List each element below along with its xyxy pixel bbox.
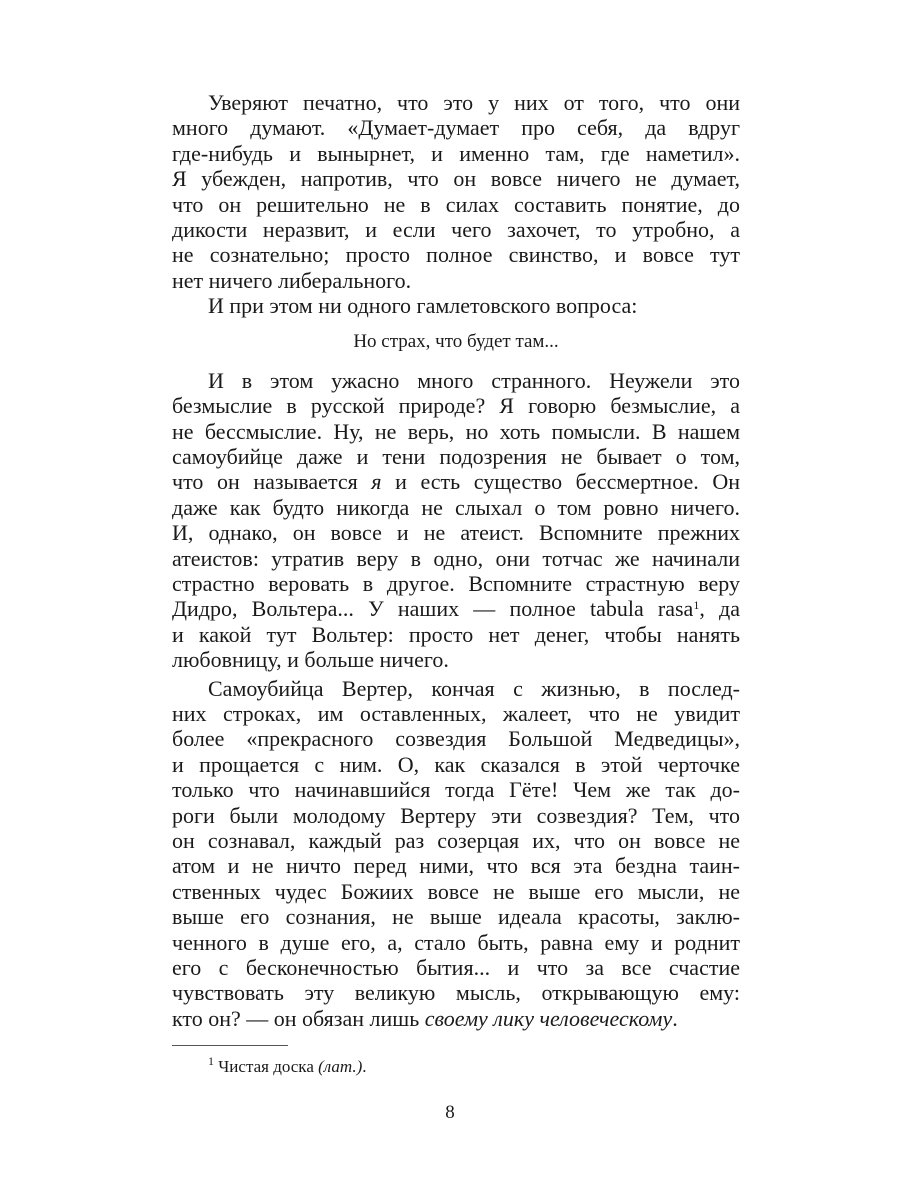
paragraph xyxy=(172,90,740,293)
text-line xyxy=(172,469,740,494)
body-text xyxy=(172,90,740,1031)
text-line: не бессмыслие. Ну, не верь, но хоть помысли. В нашем xyxy=(172,418,740,444)
text-line: атеистов: утратив веру в одно, они тотчас же начинали xyxy=(172,545,740,571)
text-segment: кто он? — он обязан лишь xyxy=(172,1005,425,1031)
paragraph xyxy=(172,368,740,673)
text-line: и прощается с ним. О, как сказался в этой черточке xyxy=(172,751,740,777)
text-line: И, однако, он вовсе и не атеист. Вспомните прежних xyxy=(172,520,740,546)
text-line xyxy=(172,1006,740,1031)
footnote-ref: 1 xyxy=(693,598,700,613)
text-line: И в этом ужасно много странного. Неужели это xyxy=(208,367,740,393)
text-line: роги были молодому Вертеру эти созвездия? Тем, что xyxy=(172,802,740,828)
footnote xyxy=(208,1054,367,1077)
text-line: много думают. «Думает-думает про себя, да вдруг xyxy=(172,115,740,141)
text-line: безмыслие в русской природе? Я говорю безмыслие, а xyxy=(172,393,740,419)
text-line: не сознательно; просто полное свинство, и вовсе тут xyxy=(172,242,740,268)
text-line: он сознавал, каждый раз созерцая их, что он вовсе не xyxy=(172,827,740,853)
text-segment: и есть существо бессмертное. Он xyxy=(381,469,740,495)
footnote-divider xyxy=(172,1045,288,1046)
text-line: страстно веровать в другое. Вспомните страстную веру xyxy=(172,571,740,597)
text-line: ченного в душе его, а, стало быть, равна ему и роднит xyxy=(172,929,740,955)
text-line: ственных чудес Божиих вовсе не выше его мысли, не xyxy=(172,878,740,904)
text-line: Я убежден, напротив, что он вовсе ничего не думает, xyxy=(172,166,740,192)
text-line: и какой тут Вольтер: просто нет денег, чтобы нанять xyxy=(172,621,740,647)
text-line: нет ничего либерального. xyxy=(172,267,412,293)
text-line: даже как будто никогда не слыхал о том ровно ничего. xyxy=(172,494,740,520)
text-line: что он решительно не в силах составить понятие, до xyxy=(172,191,740,217)
paragraph xyxy=(172,676,740,1031)
text-line: них строках, им оставленных, жалеет, что не увидит xyxy=(172,701,740,726)
footnote-text: Чистая доска xyxy=(218,1057,319,1076)
text-line xyxy=(172,596,740,621)
text-line: любовницу, и больше ничего. xyxy=(172,647,449,673)
text-line: где-нибудь и вынырнет, и именно там, где наметил». xyxy=(172,140,740,166)
italic-text: своему лику человеческому xyxy=(424,1005,673,1031)
footnote-italic: (лат.) xyxy=(318,1057,363,1076)
text-segment: Дидро, Вольтера... У наших — полное tabula rasa xyxy=(172,596,694,622)
text-line: дикости неразвит, и если чего захочет, то утробно, а xyxy=(172,216,740,242)
text-line: его с бесконечностью бытия... и что за все счастие xyxy=(172,954,740,980)
text-line: Уверяют печатно, что это у них от того, что они xyxy=(208,90,740,115)
text-block-2 xyxy=(172,368,740,1031)
epigraph-quote: Но страх, что будет там... xyxy=(353,330,559,352)
text-line: более «прекрасного созвездия Большой Медведицы», xyxy=(172,726,740,752)
text-line: самоубийце даже и тени подозрения не бывает о том, xyxy=(172,444,740,470)
text-line: чувствовать эту великую мысль, открывающую ему: xyxy=(172,980,740,1006)
text-block-1 xyxy=(172,90,740,319)
text-segment: . xyxy=(672,1005,678,1031)
text-line: атом и не ничто перед ними, что вся эта бездна таин- xyxy=(172,853,740,879)
footnote-marker: 1 xyxy=(208,1054,214,1068)
paragraph xyxy=(172,293,740,318)
text-line: выше его сознания, не выше идеала красоты, заклю- xyxy=(172,904,740,930)
italic-text: я xyxy=(371,469,382,495)
page-number: 8 xyxy=(445,1102,455,1123)
text-line: Самоубийца Вертер, кончая с жизнью, в послед- xyxy=(208,675,740,701)
text-segment: , да xyxy=(699,596,740,622)
text-segment: что он называется xyxy=(172,469,372,495)
text-line: И при этом ни одного гамлетовского вопроса: xyxy=(208,293,638,319)
text-line: только что начинавшийся тогда Гёте! Чем же так до- xyxy=(172,777,740,803)
footnote-end: . xyxy=(362,1057,367,1076)
